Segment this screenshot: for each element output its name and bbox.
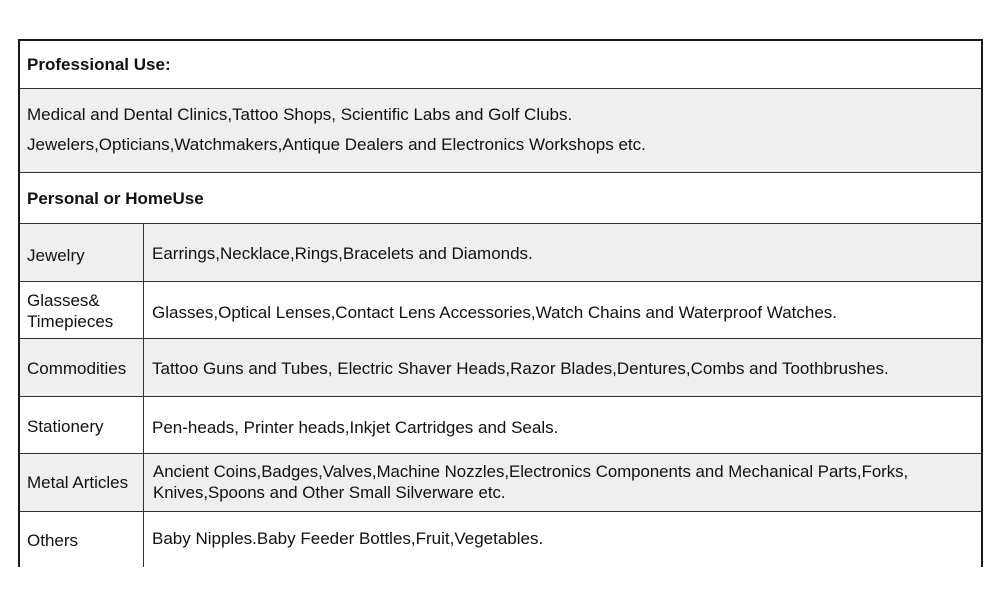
category-label: Commodities [27, 359, 127, 378]
category-cell [20, 512, 144, 567]
professional-body-row [20, 88, 981, 172]
category-label: Stationery [27, 417, 104, 436]
description-cell: Earrings,Necklace,Rings,Bracelets and Diamonds. [152, 244, 533, 263]
description-cell: Tattoo Guns and Tubes, Electric Shaver Heads,Razor Blades,Dentures,Combs and Toothbrushes. [152, 359, 889, 378]
category-label: Metal Articles [27, 473, 129, 492]
category-label: Others [27, 531, 79, 550]
usage-table [18, 39, 983, 567]
professional-heading-row [20, 41, 981, 88]
table-row [20, 338, 981, 396]
category-cell [20, 339, 144, 396]
category-cell [20, 454, 144, 511]
professional-line: Medical and Dental Clinics,Tattoo Shops, Scientific Labs and Golf Clubs. [27, 105, 573, 124]
description-cell: Glasses,Optical Lenses,Contact Lens Accessories,Watch Chains and Waterproof Watches. [152, 303, 838, 322]
table-row [20, 223, 981, 281]
personal-heading: Personal or HomeUse [27, 189, 204, 208]
table-row [20, 281, 981, 338]
description-cell: Ancient Coins,Badges,Valves,Machine Nozzles,Electronics Components and Mechanical Parts,Forks, Knives,Spoons and Other Small Silverware etc. [153, 462, 909, 502]
professional-line: Jewelers,Opticians,Watchmakers,Antique Dealers and Electronics Workshops etc. [27, 135, 646, 154]
professional-heading: Professional Use: [27, 55, 171, 74]
table-row [20, 396, 981, 453]
table-row [20, 511, 981, 567]
category-label: Jewelry [27, 246, 85, 265]
category-cell [20, 224, 144, 281]
category-cell [20, 397, 144, 453]
description-cell: Pen-heads, Printer heads,Inkjet Cartridges and Seals. [152, 418, 559, 437]
personal-heading-row [20, 172, 981, 223]
table-row [20, 453, 981, 511]
description-cell: Baby Nipples.Baby Feeder Bottles,Fruit,Vegetables. [152, 529, 544, 548]
category-label: Glasses& Timepieces [27, 291, 114, 331]
category-cell [20, 282, 144, 338]
